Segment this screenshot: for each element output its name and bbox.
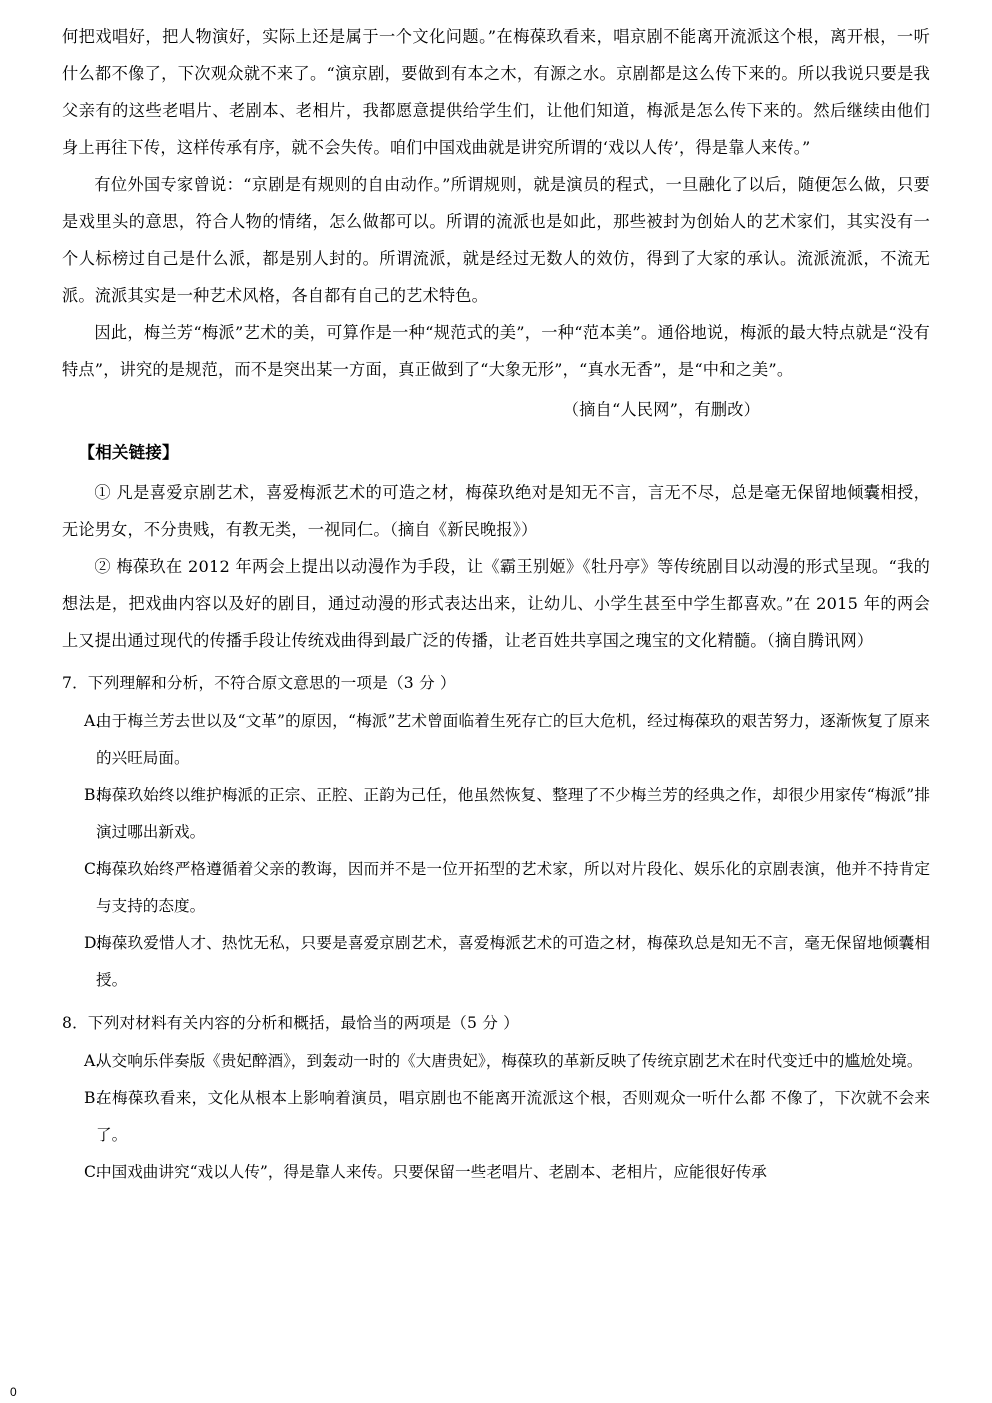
question-7-option-a [62,703,930,777]
option-label: C. [84,860,101,878]
question-7-stem: 7．下列理解和分析，不符合原文意思的一项是（3 分 ） [62,674,456,692]
related-link-item-1: ① 凡是喜爱京剧艺术，喜爱梅派艺术的可造之材，梅葆玖绝对是知无不言，言无不尽，总是毫无保留地倾囊相授，无论男女，不分贵贱，有教无类，一视同仁。（摘自《新民晚报》） [62,483,930,539]
related-link-item-2: ② 梅葆玖在 2012 年两会上提出以动漫作为手段，让《霸王别姬》《牡丹亭》等传统剧目以动漫的形式呈现。“我的想法是，把戏曲内容以及好的剧目，通过动漫的形式表达出来，让幼儿、小学生甚至中学生都喜欢。”在 2015 年的两会上又提出通过现代的传播手段让传统戏曲得到最广泛的传播，让老百姓共享国之瑰宝的文化精髓。（摘自腾讯网） [62,557,930,650]
body-paragraph-2: 有位外国专家曾说：“京剧是有规则的自由动作。”所谓规则，就是演员的程式，一旦融化了以后，随便怎么做，只要是戏里头的意思，符合人物的情绪，怎么做都可以。所谓的流派也是如此，那些被封为创始人的艺术家们，其实没有一个人标榜过自己是什么派，都是别人封的。所谓流派，就是经过无数人的效仿，得到了大家的承认。流派流派，不流无派。流派其实是一种艺术风格，各自都有自己的艺术特色。 [62,175,930,305]
question-8-stem: 8．下列对材料有关内容的分析和概括，最恰当的两项是（5 分 ） [62,1014,519,1032]
option-text: 由于梅兰芳去世以及“文革”的原因，“梅派”艺术曾面临着生死存亡的巨大危机，经过梅葆玖的艰苦努力，逐渐恢复了原来的兴旺局面。 [96,712,930,767]
option-label: A. [84,712,101,730]
related-links-heading: 【相关链接】 [78,443,179,462]
page-number: 0 [10,1385,17,1399]
option-label: A. [84,1052,101,1070]
question-8-option-a [62,1043,930,1080]
option-text: 梅葆玖爱惜人才、热忱无私，只要是喜爱京剧艺术，喜爱梅派艺术的可造之材，梅葆玖总是知无不言，毫无保留地倾囊相授。 [96,934,930,989]
question-7-option-c [62,851,930,925]
option-text: 梅葆玖始终严格遵循着父亲的教诲，因而并不是一位开拓型的艺术家，所以对片段化、娱乐化的京剧表演，他并不持肯定与支持的态度。 [96,860,930,915]
question-8-option-b [62,1080,930,1154]
question-8-option-c [62,1154,930,1191]
option-label: B. [84,786,101,804]
question-7-option-b [62,777,930,851]
option-text: 梅葆玖始终以维护梅派的正宗、正腔、正韵为己任，他虽然恢复、整理了不少梅兰芳的经典之作，却很少用家传“梅派”排演过哪出新戏。 [96,786,930,841]
option-text: 从交响乐伴奏版《贵妃醉酒》，到轰动一时的《大唐贵妃》，梅葆玖的革新反映了传统京剧艺术在时代变迁中的尴尬处境。 [96,1052,923,1070]
option-label: B. [84,1089,101,1107]
source-note: （摘自“人民网”，有删改） [562,400,760,419]
question-7-option-d [62,925,930,999]
body-paragraph-3: 因此，梅兰芳“梅派”艺术的美，可算作是一种“规范式的美”，一种“范本美”。通俗地说，梅派的最大特点就是“没有特点”，讲究的是规范，而不是突出某一方面，真正做到了“大象无形”，“真水无香”，是“中和之美”。 [62,323,930,379]
option-label: C. [84,1163,101,1181]
body-paragraph-1: 何把戏唱好，把人物演好，实际上还是属于一个文化问题。”在梅葆玖看来，唱京剧不能离开流派这个根，离开根，一听什么都不像了，下次观众就不来了。“演京剧，要做到有本之木，有源之水。京剧都是这么传下来的。所以我说只要是我父亲有的这些老唱片、老剧本、老相片，我都愿意提供给学生们，让他们知道，梅派是怎么传下来的。然后继续由他们身上再往下传，这样传承有序，就不会失传。咱们中国戏曲就是讲究所谓的‘戏以人传’，得是靠人来传。” [62,27,930,157]
option-text: 中国戏曲讲究“戏以人传”，得是靠人来传。只要保留一些老唱片、老剧本、老相片，应能很好传承 [96,1163,767,1181]
option-label: D. [84,934,101,952]
option-text: 在梅葆玖看来，文化从根本上影响着演员，唱京剧也不能离开流派这个根，否则观众一听什么都 不像了，下次就不会来了。 [96,1089,930,1144]
